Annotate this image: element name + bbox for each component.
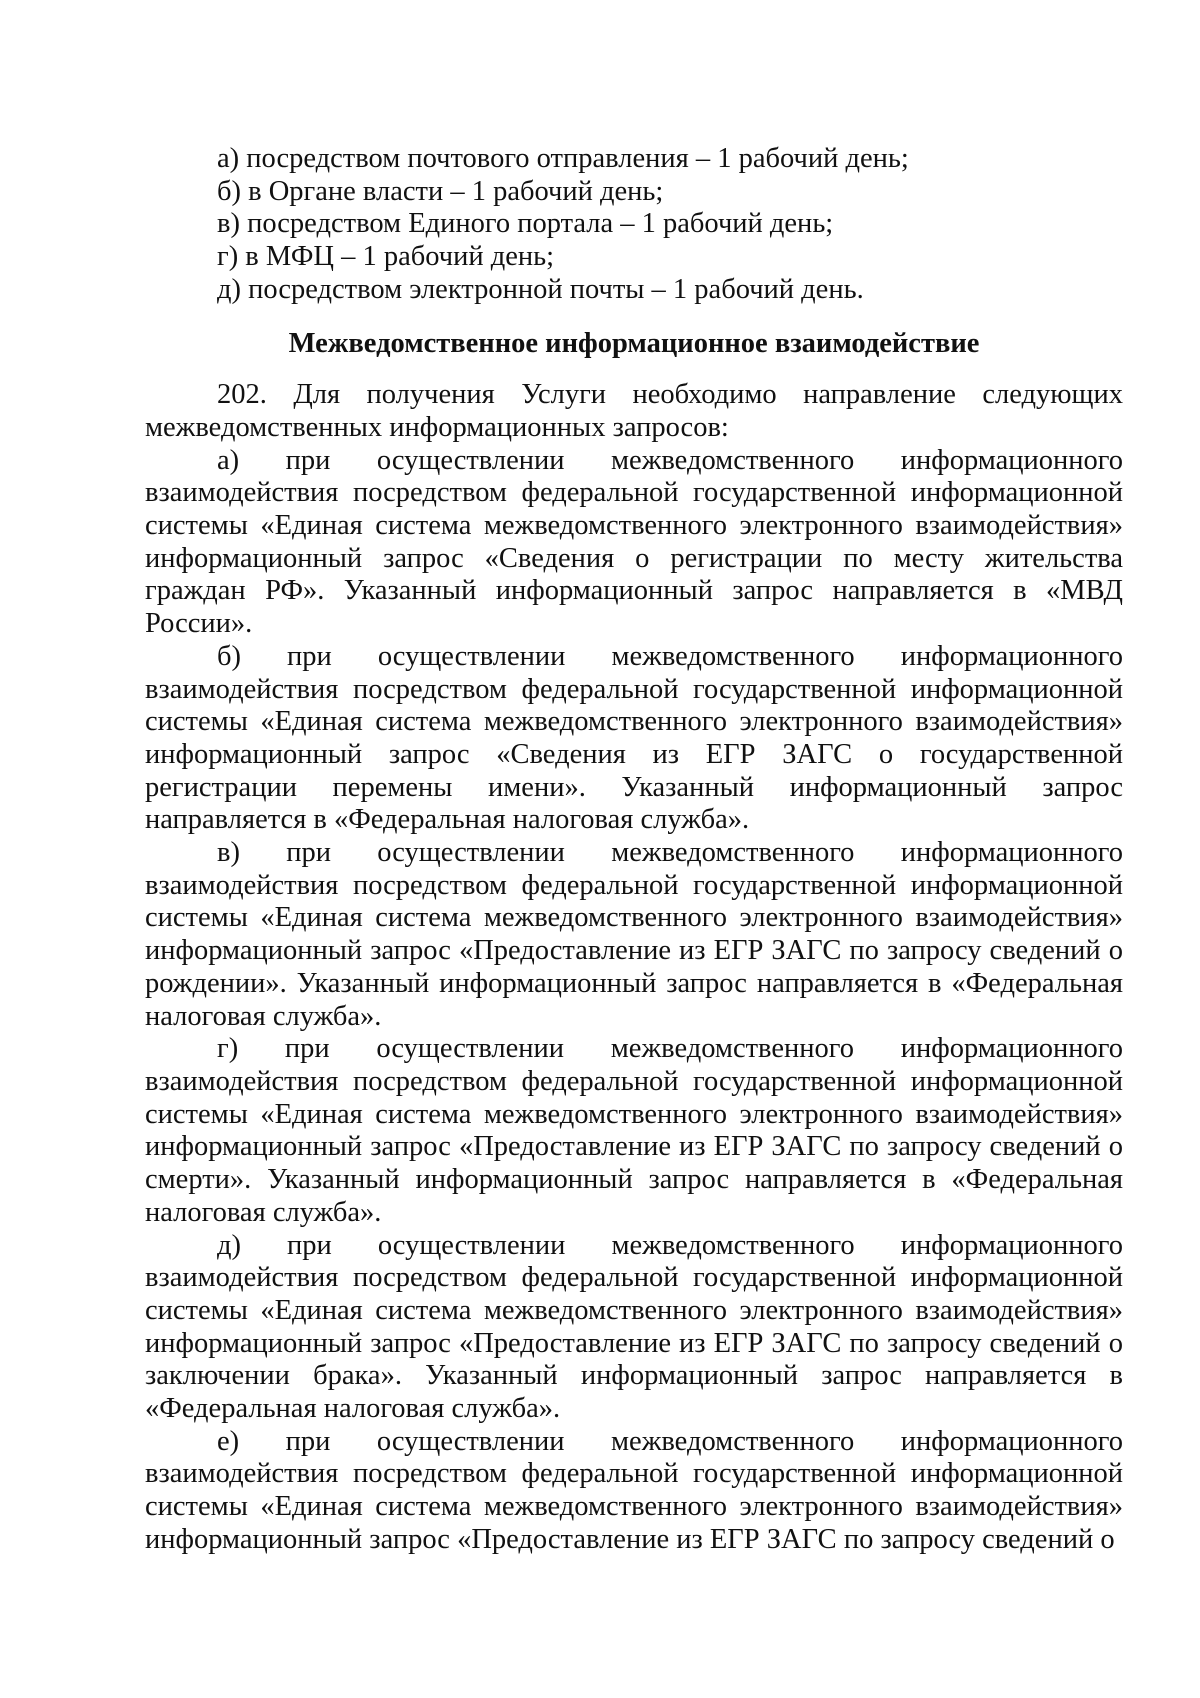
deadline-item-v: в) посредством Единого портала – 1 рабочий день;	[217, 208, 834, 240]
deadline-item-g: г) в МФЦ – 1 рабочий день;	[217, 241, 555, 273]
deadline-item-a: а) посредством почтового отправления – 1 рабочий день;	[217, 143, 909, 174]
request-item-a: а) при осуществлении межведомственного информационного взаимодействия посредством федеральной государственной информационной системы «Единая система межведомственного электронного взаимодействия» информационный запрос «Сведения о регистрации по месту жительства граждан РФ». Указанный информационный запрос направляется в «МВД России».	[145, 444, 1123, 640]
request-item-d: д) при осуществлении межведомственного информационного взаимодействия посредством федеральной государственной информационной системы «Единая система межведомственного электронного взаимодействия» информационный запрос «Предоставление из ЕГР ЗАГС по запросу сведений о заключении брака». Указанный информационный запрос направляется в «Федеральная налоговая служба».	[145, 1229, 1123, 1425]
deadline-list	[145, 143, 1123, 307]
document-body	[145, 143, 1123, 1557]
section-title: Межведомственное информационное взаимодействие	[288, 327, 980, 359]
deadline-item-d: д) посредством электронной почты – 1 рабочий день.	[217, 273, 864, 305]
deadline-item-b: б) в Органе власти – 1 рабочий день;	[217, 175, 664, 207]
request-item-e: е) при осуществлении межведомственного информационного взаимодействия посредством федеральной государственной информационной системы «Единая система межведомственного электронного взаимодействия» информационный запрос «Предоставление из ЕГР ЗАГС по запросу сведений о	[145, 1425, 1123, 1555]
request-item-b: б) при осуществлении межведомственного информационного взаимодействия посредством федеральной государственной информационной системы «Единая система межведомственного электронного взаимодействия» информационный запрос «Сведения из ЕГР ЗАГС о государственной регистрации перемены имени». Указанный информационный запрос направляется в «Федеральная налоговая служба».	[145, 640, 1123, 836]
request-item-v: в) при осуществлении межведомственного информационного взаимодействия посредством федеральной государственной информационной системы «Единая система межведомственного электронного взаимодействия» информационный запрос «Предоставление из ЕГР ЗАГС по запросу сведений о рождении». Указанный информационный запрос направляется в «Федеральная налоговая служба».	[145, 837, 1123, 1032]
paragraph-202: 202. Для получения Услуги необходимо направление следующих межведомственных информационных запросов:	[145, 379, 1123, 443]
request-item-g: г) при осуществлении межведомственного информационного взаимодействия посредством федеральной государственной информационной системы «Единая система межведомственного электронного взаимодействия» информационный запрос «Предоставление из ЕГР ЗАГС по запросу сведений о смерти». Указанный информационный запрос направляется в «Федеральная налоговая служба».	[145, 1033, 1123, 1228]
